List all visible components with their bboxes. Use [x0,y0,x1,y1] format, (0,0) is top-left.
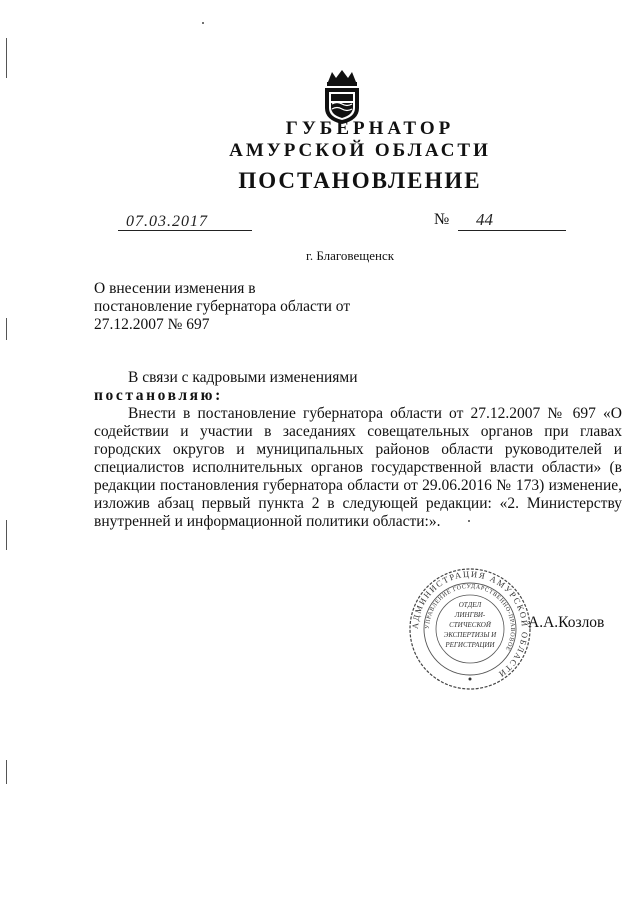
header-region: АМУРСКОЙ ОБЛАСТИ [229,140,491,161]
scan-edge-mark [6,520,7,550]
date-underline [118,230,252,231]
body-paragraph: Внести в постановление губернатора области от 27.12.2007 № 697 «О содействии и участии в заседаниях совещательных органов при главах городских округов и муниципальных районов области руководителей и специалистов исполнительных органов государственной власти области» (в редакции постановления губернатора области от 29.06.2016 № 173) изменение, изложив абзац первый пункта 2 в следующей редакции: «2. Министерству внутренней и информационной политики области:». [94,405,622,530]
document-subject: О внесении изменения в постановление губернатора области от 27.12.2007 № 697 [94,280,351,333]
official-stamp [408,567,532,691]
stamp-center-line: РЕГИСТРАЦИИ [445,641,495,649]
stamp-center-line: СТИЧЕСКОЙ [449,621,491,629]
scan-edge-mark [6,318,7,340]
document-number: 44 [476,210,493,229]
number-underline [458,230,566,231]
scan-edge-mark [6,38,7,78]
scan-dot [202,22,204,24]
stamp-center-line: ОТДЕЛ [458,601,482,609]
number-label: № [434,211,450,228]
resolve-word: постановляю: [94,387,223,404]
document-type-title: ПОСТАНОВЛЕНИЕ [238,168,482,193]
stamp-center-line: ЭКСПЕРТИЗЫ И [443,631,497,639]
stamp-inner-text: УПРАВЛЕНИЕ ГОСУДАРСТВЕННО-ПРАВОВОЕ [424,583,516,652]
stamp-outer-text: АДМИНИСТРАЦИЯ АМУРСКОЙ ОБЛАСТИ [409,568,531,681]
stamp-center-line: ЛИНГВИ- [454,611,486,619]
document-date: 07.03.2017 [126,213,208,230]
signer-name: А.А.Козлов [528,614,605,631]
city-line: г. Благовещенск [305,248,395,263]
scan-edge-mark [6,760,7,784]
header-governor: ГУБЕРНАТОР [285,118,455,139]
preamble-text: В связи с кадровыми изменениями [128,369,358,386]
